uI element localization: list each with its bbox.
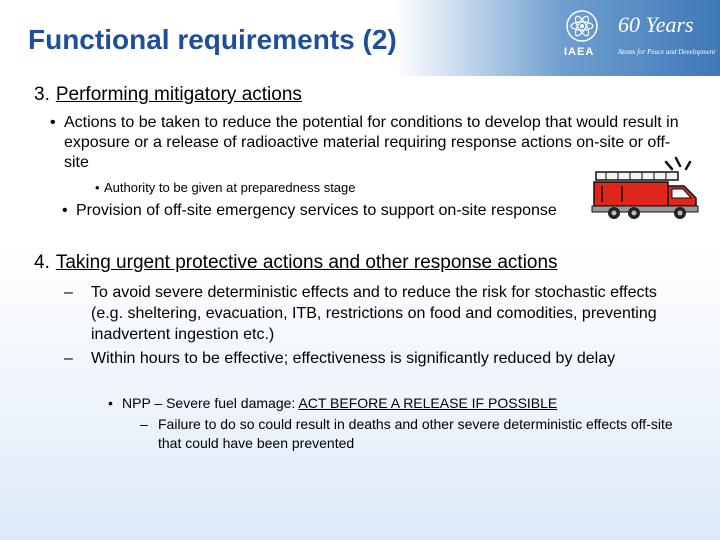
bullet-text: Provision of off-site emergency services to support on-site response: [76, 202, 557, 219]
section-3-heading: [34, 84, 302, 106]
slide-title: Functional requirements (2): [28, 24, 397, 55]
bullet-mark: •: [50, 114, 56, 131]
subbullet-text: Authority to be given at preparedness stage: [104, 180, 356, 195]
dash-mark: –: [64, 284, 73, 301]
fire-truck-icon: [592, 156, 702, 222]
dash-text: Within hours to be effective; effectiveness is significantly reduced by delay: [91, 350, 616, 367]
npp-bullet: [108, 395, 682, 412]
iaea-logo-text: IAEA: [564, 46, 595, 58]
section-3-subbullet: [95, 180, 504, 196]
section-4-dash-1: [64, 282, 691, 345]
bullet-text: Actions to be taken to reduce the potential for conditions to develop that would result in exposure or a release of radioactive material requiring response actions on-site or off-site: [64, 114, 679, 171]
section-4-number: 4.: [34, 252, 50, 273]
dash-mark: –: [140, 416, 148, 432]
logo-tagline: Atoms for Peace and Development: [618, 48, 716, 56]
npp-text: NPP – Severe fuel damage:: [122, 395, 299, 411]
dash-text: To avoid severe deterministic effects and to reduce the risk for stochastic effects (e.g. sheltering, evacuation, ITB, restrictions on food and comodities, preventing inadvertent ingestion etc.): [91, 284, 657, 343]
section-4-heading-text: Taking urgent protective actions and other response actions: [55, 252, 558, 273]
section-3-number: 3.: [34, 84, 50, 105]
failure-text: Failure to do so could result in deaths and other severe deterministic effects off-site that could have been prevented: [158, 416, 673, 451]
section-3-bullet-1: [50, 113, 684, 173]
anniversary-text: 60 Years: [618, 12, 694, 37]
bullet-mark: •: [62, 202, 68, 219]
bullet-mark: •: [95, 180, 100, 195]
section-4-heading: [34, 252, 558, 274]
npp-emphasis: ACT BEFORE A RELEASE IF POSSIBLE: [298, 395, 558, 411]
bullet-mark: •: [108, 395, 113, 411]
section-3-bullet-2: [62, 201, 676, 221]
dash-mark: –: [64, 350, 73, 367]
failure-dash: [140, 415, 688, 453]
section-3-heading-text: Performing mitigatory actions: [55, 84, 302, 105]
section-4-dash-2: [64, 348, 691, 369]
